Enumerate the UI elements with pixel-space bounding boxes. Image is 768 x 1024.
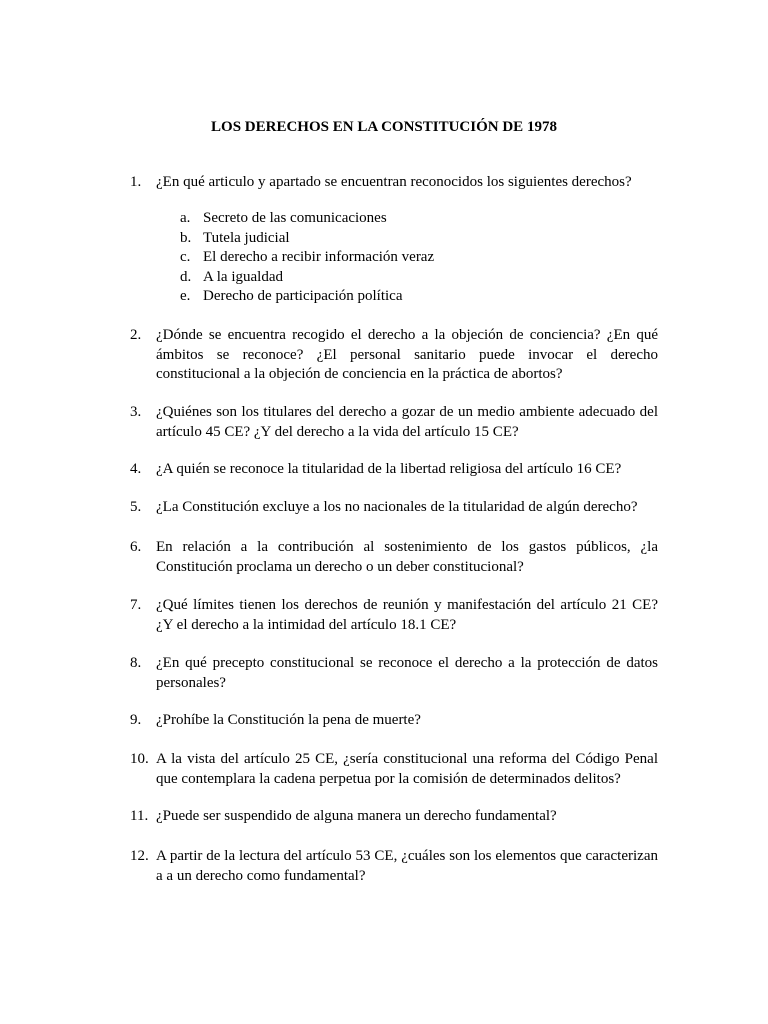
question-9 (130, 711, 658, 731)
question-number: 2. (130, 327, 142, 343)
document-title: LOS DERECHOS EN LA CONSTITUCIÓN DE 1978 (211, 119, 557, 135)
question-number: 9. (130, 712, 142, 728)
list-item-letter: d. (180, 268, 192, 285)
question-2 (130, 326, 658, 385)
question-7 (130, 596, 658, 635)
question-text: ¿Puede ser suspendido de alguna manera un derecho fundamental? (156, 808, 557, 824)
list-item-text: A la igualdad (203, 268, 283, 285)
question-number: 3. (130, 404, 142, 420)
question-number: 12. (130, 848, 149, 864)
question-text: ¿La Constitución excluye a los no nacionales de la titularidad de algún derecho? (156, 499, 638, 515)
question-text: ¿En qué articulo y apartado se encuentran reconocidos los siguientes derechos? (156, 174, 632, 190)
question-text: A la vista del artículo 25 CE, ¿sería constitucional una reforma del Código Penal que contemplara la cadena perpetua por la comisión de determinados delitos? (156, 751, 658, 787)
question-number: 1. (130, 174, 142, 190)
question-12 (130, 847, 658, 886)
list-item-letter: b. (180, 229, 192, 246)
question-text: ¿Dónde se encuentra recogido el derecho a la objeción de conciencia? ¿En qué ámbitos se reconoce? ¿El personal sanitario puede invocar el derecho constitucional a la objeción de conciencia en la práctica de abortos? (156, 327, 658, 382)
question-3 (130, 403, 658, 442)
list-item-letter: a. (180, 210, 191, 226)
question-1 (130, 173, 658, 193)
question-text: ¿A quién se reconoce la titularidad de la libertad religiosa del artículo 16 CE? (156, 461, 622, 477)
question-number: 5. (130, 499, 142, 515)
question-number: 11. (130, 808, 149, 824)
list-item-letter: c. (180, 249, 191, 265)
question-text: ¿En qué precepto constitucional se reconoce el derecho a la protección de datos personales? (156, 655, 658, 691)
question-text: ¿Qué límites tienen los derechos de reunión y manifestación del artículo 21 CE? ¿Y el derecho a la intimidad del artículo 18.1 CE? (156, 597, 658, 633)
question-4 (130, 460, 658, 480)
question-number: 6. (130, 539, 142, 555)
list-item-text: Secreto de las comunicaciones (203, 210, 387, 226)
question-text: A partir de la lectura del artículo 53 CE, ¿cuáles son los elementos que caracterizan a a un derecho como fundamental? (156, 848, 658, 884)
question-number: 7. (130, 597, 142, 613)
question-number: 4. (130, 461, 142, 477)
question-11 (130, 807, 658, 827)
list-item-letter: e. (180, 288, 191, 304)
question-6 (130, 538, 658, 577)
question-number: 10. (130, 751, 149, 767)
question-text: ¿Prohíbe la Constitución la pena de muerte? (156, 712, 421, 728)
question-10 (130, 750, 658, 789)
list-item-text: Derecho de participación política (203, 288, 403, 304)
list-item-text: Tutela judicial (203, 229, 290, 246)
list-item-text: El derecho a recibir información veraz (203, 249, 435, 265)
question-text: ¿Quiénes son los titulares del derecho a gozar de un medio ambiente adecuado del artículo 45 CE? ¿Y del derecho a la vida del artículo 15 CE? (156, 404, 658, 440)
question-8 (130, 654, 658, 693)
question-5 (130, 498, 658, 518)
question-text: En relación a la contribución al sostenimiento de los gastos públicos, ¿la Constitución proclama un derecho o un deber constitucional? (156, 539, 658, 575)
question-number: 8. (130, 655, 142, 671)
